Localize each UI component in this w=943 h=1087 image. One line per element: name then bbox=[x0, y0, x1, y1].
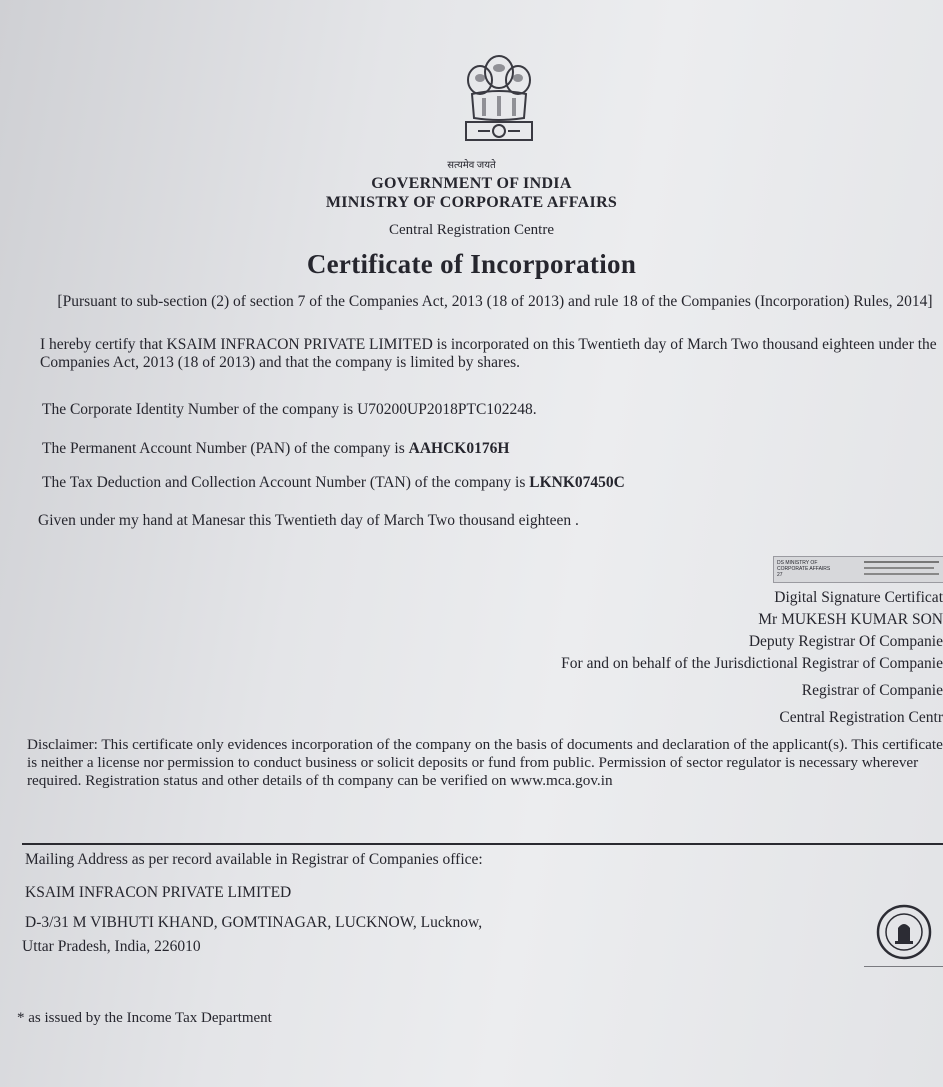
certify-paragraph: I hereby certify that KSAIM INFRACON PRIVATE LIMITED is incorporated on this Twentieth day of March Two thousand eighteen under the Companies Act, 2013 (18 of 2013) and that the company is limited by shares. bbox=[40, 336, 937, 371]
divider bbox=[22, 843, 943, 845]
pan-label: The Permanent Account Number (PAN) of the company is bbox=[42, 440, 405, 457]
pursuant-text: [Pursuant to sub-section (2) of section 7 of the Companies Act, 2013 (18 of 2013) and rule 18 of the Companies (Incorporation) Rules, 2014] bbox=[57, 293, 933, 310]
stamp-text: DS MINISTRY OF CORPORATE AFFAIRS 27 bbox=[777, 560, 831, 578]
mca-seal-icon bbox=[876, 904, 932, 960]
signatory-registrar: Registrar of Companie bbox=[801, 682, 943, 699]
page-title: Certificate of Incorporation bbox=[306, 249, 637, 279]
ministry-heading: MINISTRY OF CORPORATE AFFAIRS bbox=[325, 194, 618, 211]
given-line: Given under my hand at Manesar this Twentieth day of March Two thousand eighteen . bbox=[38, 512, 579, 529]
cin-line bbox=[42, 401, 537, 419]
tan-line bbox=[42, 474, 625, 492]
pan-value: AAHCK0176H bbox=[408, 440, 510, 457]
stamp-line bbox=[864, 561, 939, 563]
pan-line bbox=[42, 440, 509, 458]
mailing-address-line2: Uttar Pradesh, India, 226010 bbox=[22, 938, 201, 955]
national-emblem-icon bbox=[458, 48, 540, 158]
footnote: * as issued by the Income Tax Department bbox=[17, 1010, 272, 1026]
stamp-line bbox=[864, 573, 939, 575]
signature-cert: Digital Signature Certificat bbox=[774, 589, 943, 606]
government-heading: GOVERNMENT OF INDIA bbox=[371, 175, 572, 192]
signatory-centre: Central Registration Centr bbox=[779, 709, 943, 726]
mailing-company: KSAIM INFRACON PRIVATE LIMITED bbox=[25, 884, 292, 901]
signatory-behalf: For and on behalf of the Jurisdictional Registrar of Companie bbox=[561, 655, 943, 672]
signatory-designation: Deputy Registrar Of Companie bbox=[748, 633, 943, 650]
emblem-motto: सत्यमेव जयते bbox=[447, 160, 496, 171]
cin-label: The Corporate Identity Number of the company is bbox=[42, 401, 354, 418]
centre-heading: Central Registration Centre bbox=[389, 222, 554, 238]
tan-label: The Tax Deduction and Collection Account Number (TAN) of the company is bbox=[42, 474, 526, 491]
stamp-line bbox=[864, 567, 934, 569]
mailing-address-line1: D-3/31 M VIBHUTI KHAND, GOMTINAGAR, LUCKNOW, Lucknow, bbox=[25, 914, 483, 931]
seal-rule bbox=[864, 966, 943, 967]
signatory-name: Mr MUKESH KUMAR SON bbox=[758, 611, 943, 628]
tan-value: LKNK07450C bbox=[529, 474, 625, 491]
mailing-heading: Mailing Address as per record available in Registrar of Companies office: bbox=[25, 851, 483, 868]
digital-signature-stamp bbox=[773, 556, 943, 583]
cin-value: U70200UP2018PTC102248. bbox=[357, 401, 537, 418]
disclaimer-text: Disclaimer: This certificate only evidences incorporation of the company on the basis of documents and declaration of the applicant(s). This certificate is neither a license nor permission to conduct business or solicit deposits or fund from public. Permission of sector regulator is necessary wherever required. Registration status and other details of th company can be verified on www.mca.gov.in bbox=[27, 736, 943, 789]
